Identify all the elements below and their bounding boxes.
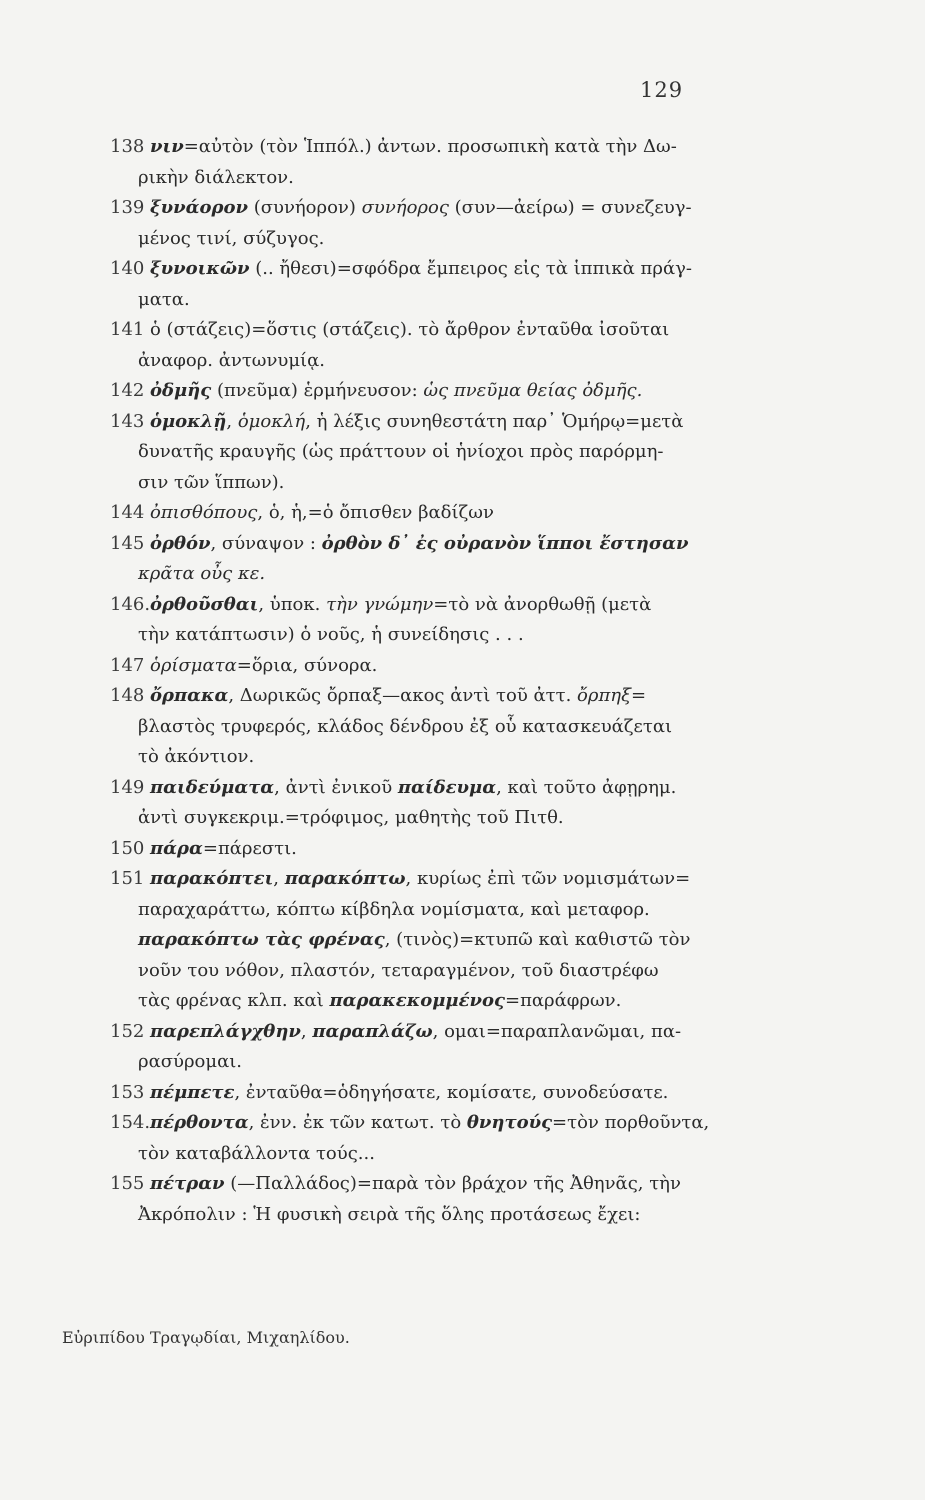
note-line	[110, 773, 780, 804]
note-line	[110, 376, 780, 407]
lemma-text: ὁμοκλῇ	[150, 410, 227, 432]
note-number: 139	[110, 197, 145, 218]
italic-text: ὁμοκλή	[237, 410, 306, 432]
note-entry	[110, 132, 780, 193]
note-entry	[110, 864, 780, 1017]
note-line	[110, 986, 780, 1017]
note-line	[110, 1169, 780, 1200]
note-text: , ἀντὶ ἐνικοῦ	[274, 776, 398, 798]
lemma-text: παιδεύματα	[150, 776, 275, 798]
note-entry	[110, 498, 780, 529]
note-text: (συν—ἀείρω) = συνεζευγ-	[448, 197, 692, 218]
italic-text: ὄρπηξ	[577, 685, 631, 706]
lemma-text: ὀρθὸν δ᾿ ἐς οὐρανὸν ἵπποι ἔστησαν	[321, 532, 689, 554]
note-text: =πάρεστι.	[202, 837, 297, 859]
note-line	[110, 437, 780, 468]
note-entry	[110, 193, 780, 254]
note-text: ,	[273, 868, 285, 889]
note-line	[110, 742, 780, 773]
note-line	[110, 1108, 780, 1139]
page-number: 129	[640, 78, 684, 102]
italic-text: τὴν γνώμην	[326, 593, 434, 615]
note-line	[110, 163, 780, 194]
note-text: τὸν καταβάλλοντα τούς...	[138, 1142, 375, 1164]
note-number: 152	[110, 1020, 145, 1042]
note-text: τὰς φρένας κλπ. καὶ	[138, 990, 330, 1011]
lemma-text: ξυνάορον	[150, 197, 248, 218]
note-line	[110, 498, 780, 529]
note-line	[110, 681, 780, 712]
note-number: 149	[110, 776, 145, 798]
note-text: (πνεῦμα) ἑρμήνευσον:	[211, 380, 424, 401]
note-number: 146.	[110, 593, 151, 615]
lemma-text: παίδευμα	[397, 776, 497, 798]
note-number: 153	[110, 1081, 145, 1103]
note-number: 141	[110, 319, 145, 340]
note-text: , Δωρικῶς ὄρπαξ—ακος ἀντὶ τοῦ ἀττ.	[228, 685, 578, 706]
note-entry	[110, 1169, 780, 1230]
note-line	[110, 529, 780, 560]
lemma-text: παρακόπτω	[284, 868, 406, 889]
note-line	[110, 1017, 780, 1048]
note-line	[110, 285, 780, 316]
note-line	[110, 407, 780, 438]
note-text: νοῦν του νόθον, πλαστόν, τεταραγμένον, τοῦ διαστρέφω	[138, 959, 659, 981]
note-entry	[110, 1078, 780, 1109]
note-text: ,	[300, 1020, 313, 1042]
lemma-text: θνητούς	[466, 1112, 553, 1133]
note-text: =αὐτὸν (τὸν Ἱππόλ.) ἀντων. προσωπικὴ κατὰ τὴν Δω-	[183, 136, 677, 157]
page-footer: Εὐριπίδου Τραγῳδίαι, Μιχαηλίδου.	[62, 1328, 350, 1347]
note-text: ρασύρομαι.	[138, 1051, 243, 1072]
note-text: =τὸν πορθοῦντα,	[552, 1112, 710, 1133]
note-text: ἀναφορ. ἀντωνυμίᾳ.	[138, 349, 325, 371]
lemma-text: παραπλάζω	[312, 1020, 433, 1042]
lemma-text: ὀρθόν	[150, 532, 211, 554]
italic-text: κρᾶτα οὖς κε.	[138, 563, 266, 584]
lemma-text: ὀδμῆς	[150, 380, 212, 401]
italic-text: ὁρίσματα	[150, 654, 237, 676]
lemma-text: παρακόπτει	[150, 868, 274, 889]
note-text: , ὁ, ἡ,=ὁ ὄπισθεν βαδίζων	[257, 502, 494, 523]
lemma-text: ξυνοικῶν	[150, 258, 250, 279]
italic-text: ὡς πνεῦμα θείας ὀδμῆς.	[423, 380, 643, 401]
note-line	[110, 254, 780, 285]
lemma-text: ὀρθοῦσθαι	[150, 593, 259, 615]
note-number: 145	[110, 532, 145, 554]
note-text: δυνατῆς κραυγῆς (ὡς πράττουν οἱ ἡνίοχοι πρὸς παρόρμη-	[138, 441, 664, 462]
note-text: , σύναψον :	[210, 532, 322, 554]
note-text: , ἐνν. ἐκ τῶν κατωτ. τὸ	[248, 1112, 467, 1133]
note-text: =ὅρια, σύνορα.	[236, 654, 378, 676]
note-line	[110, 834, 780, 865]
note-text: =τὸ νὰ ἀνορθωθῇ (μετὰ	[433, 593, 652, 615]
note-entry	[110, 254, 780, 315]
note-number: 155	[110, 1173, 145, 1194]
note-line	[110, 864, 780, 895]
commentary-notes	[110, 132, 780, 1230]
note-line	[110, 651, 780, 682]
note-text: (συνήορον)	[247, 197, 362, 218]
note-text: Ἀκρόπολιν : Ἡ φυσικὴ σειρὰ τῆς ὅλης προτάσεως ἔχει:	[138, 1203, 641, 1225]
note-text: μένος τινί, σύζυγος.	[138, 227, 325, 249]
note-entry	[110, 1017, 780, 1078]
note-line	[110, 925, 780, 956]
note-text: ,	[226, 410, 238, 432]
note-number: 147	[110, 654, 145, 676]
note-text: παραχαράττω, κόπτω κίβδηλα νομίσματα, καὶ μεταφορ.	[138, 898, 650, 920]
italic-text: συνήορος	[361, 197, 449, 218]
note-text: (—Παλλάδος)=παρὰ τὸν βράχον τῆς Ἀθηνᾶς, τὴν	[224, 1173, 681, 1194]
note-text: ρικὴν διάλεκτον.	[138, 166, 294, 188]
note-number: 143	[110, 410, 145, 432]
note-text: , καὶ τοῦτο ἀφῃρημ.	[496, 776, 677, 798]
lemma-text: πέρθοντα	[150, 1112, 249, 1133]
note-text: τὴν κατάπτωσιν) ὁ νοῦς, ἡ συνείδησις . . .	[138, 624, 524, 645]
note-text: ἀντὶ συγκεκριμ.=τρόφιμος, μαθητὴς τοῦ Πιτθ.	[138, 807, 564, 828]
note-line	[110, 712, 780, 743]
note-line	[110, 1200, 780, 1231]
note-number: 144	[110, 502, 145, 523]
lemma-text: πέτραν	[150, 1173, 225, 1194]
note-line	[110, 803, 780, 834]
note-number: 151	[110, 868, 145, 889]
note-text: , ἡ λέξις συνηθεστάτη παρ᾿ Ὁμήρῳ=μετὰ	[305, 410, 684, 432]
note-number: 150	[110, 837, 145, 859]
note-entry	[110, 773, 780, 834]
note-number: 138	[110, 136, 145, 157]
note-text: βλαστὸς τρυφερός, κλάδος δένδρου ἐξ οὗ κατασκευάζεται	[138, 715, 673, 737]
note-entry	[110, 681, 780, 773]
note-text: τὸ ἀκόντιον.	[138, 746, 255, 767]
lemma-text: πάρα	[150, 837, 203, 859]
note-entry	[110, 1108, 780, 1169]
note-line	[110, 315, 780, 346]
note-text: ὁ (στάζεις)=ὅστις (στάζεις). τὸ ἄρθρον ἐνταῦθα ἰσοῦται	[150, 319, 670, 340]
note-line	[110, 224, 780, 255]
note-line	[110, 1078, 780, 1109]
note-number: 142	[110, 380, 145, 401]
note-entry	[110, 315, 780, 376]
note-number: 154.	[110, 1112, 151, 1133]
note-text: , ομαι=παραπλανῶμαι, πα-	[432, 1020, 682, 1042]
note-line	[110, 620, 780, 651]
lemma-text: παρεπλάγχθην	[150, 1020, 301, 1042]
note-line	[110, 193, 780, 224]
note-text: (.. ἤθεσι)=σφόδρα ἔμπειρος εἰς τὰ ἱππικὰ πράγ-	[249, 258, 692, 279]
note-line	[110, 1139, 780, 1170]
note-line	[110, 346, 780, 377]
lemma-text: παρακεκομμένος	[329, 990, 505, 1011]
note-entry	[110, 376, 780, 407]
note-text: , κυρίως ἐπὶ τῶν νομισμάτων=	[405, 868, 691, 889]
note-line	[110, 956, 780, 987]
note-text: σιν τῶν ἵππων).	[138, 471, 285, 493]
italic-text: ὀπισθόπους	[150, 502, 258, 523]
note-line	[110, 559, 780, 590]
note-entry	[110, 407, 780, 499]
note-line	[110, 132, 780, 163]
note-text: , ἐνταῦθα=ὁδηγήσατε, κομίσατε, συνοδεύσατε.	[234, 1081, 669, 1103]
note-entry	[110, 529, 780, 590]
note-text: , ὑποκ.	[258, 593, 327, 615]
note-entry	[110, 834, 780, 865]
note-entry	[110, 651, 780, 682]
note-number: 148	[110, 685, 145, 706]
note-text: ματα.	[138, 288, 190, 310]
note-text: , (τινὸς)=κτυπῶ καὶ καθιστῶ τὸν	[384, 929, 691, 950]
note-number: 140	[110, 258, 145, 279]
lemma-text: πέμπετε	[150, 1081, 235, 1103]
lemma-text: παρακόπτω τὰς φρένας	[138, 929, 385, 950]
lemma-text: νιν	[150, 136, 184, 157]
lemma-text: ὄρπακα	[150, 685, 229, 706]
note-text: =παράφρων.	[504, 990, 622, 1011]
note-line	[110, 895, 780, 926]
note-line	[110, 1047, 780, 1078]
note-entry	[110, 590, 780, 651]
note-line	[110, 590, 780, 621]
note-text: =	[630, 685, 647, 706]
note-line	[110, 468, 780, 499]
